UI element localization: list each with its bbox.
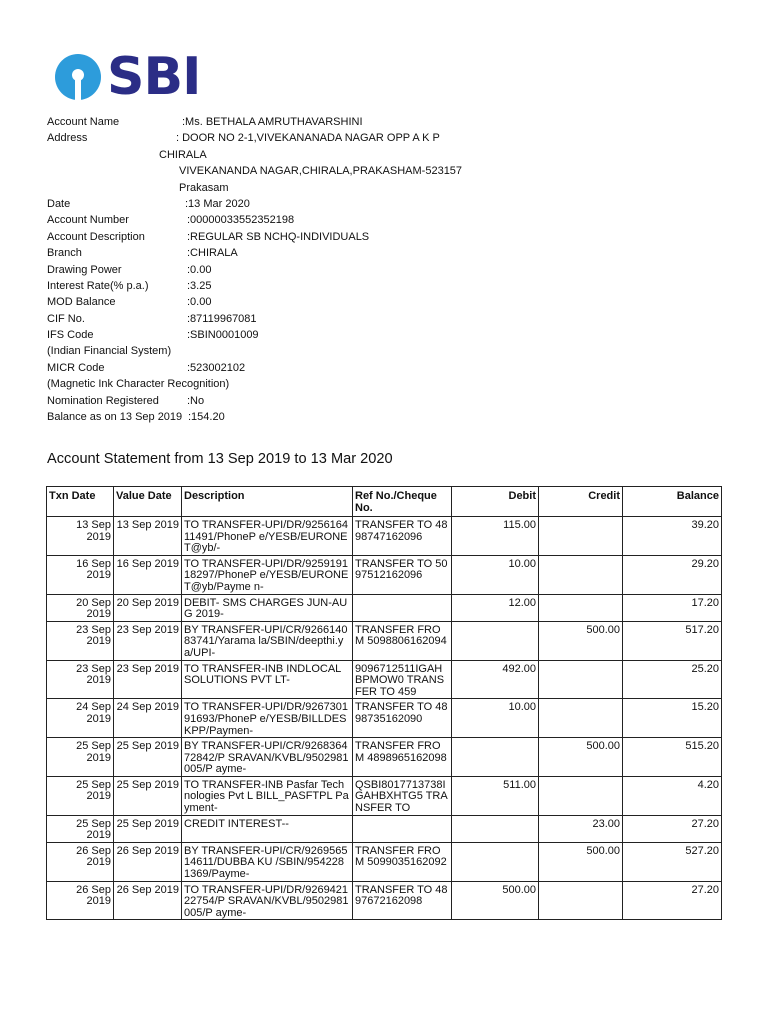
cell-ref-no <box>353 594 452 621</box>
cell-credit: 23.00 <box>539 815 623 842</box>
header-description: Description <box>182 487 353 517</box>
cell-txn-date: 26 Sep 2019 <box>47 881 114 920</box>
drawing-power-value: :0.00 <box>187 263 212 276</box>
mod-balance-label: MOD Balance <box>47 296 116 309</box>
account-description-label: Account Description <box>47 230 145 243</box>
cell-description: CREDIT INTEREST-- <box>182 815 353 842</box>
cif-label: CIF No. <box>47 312 85 325</box>
cell-credit <box>539 699 623 738</box>
interest-rate-value: :3.25 <box>187 279 212 292</box>
table-row <box>47 594 722 621</box>
cell-ref-no: TRANSFER TO 4898735162090 <box>353 699 452 738</box>
cell-credit <box>539 594 623 621</box>
table-body <box>47 517 722 920</box>
cell-balance: 17.20 <box>623 594 722 621</box>
cell-description: TO TRANSFER-UPI/DR/925919118297/PhoneP e/YESB/EURONET@yb/Payme n- <box>182 555 353 594</box>
account-description-value: :REGULAR SB NCHQ-INDIVIDUALS <box>187 230 370 243</box>
account-number-label: Account Number <box>47 214 129 227</box>
cell-ref-no: TRANSFER FROM 5098806162094 <box>353 621 452 660</box>
table-row <box>47 776 722 815</box>
cell-balance: 527.20 <box>623 842 722 881</box>
cell-ref-no: TRANSFER TO 5097512162096 <box>353 555 452 594</box>
ifs-note: (Indian Financial System) <box>47 345 172 358</box>
header-debit: Debit <box>452 487 539 517</box>
drawing-power-label: Drawing Power <box>47 263 122 276</box>
cell-ref-no: TRANSFER TO 4897672162098 <box>353 881 452 920</box>
cell-debit: 500.00 <box>452 881 539 920</box>
table-row <box>47 555 722 594</box>
cell-description: BY TRANSFER-UPI/CR/926836472842/P SRAVAN/KVBL/9502981005/P ayme- <box>182 738 353 777</box>
ifs-label: IFS Code <box>47 329 94 342</box>
cell-value-date: 25 Sep 2019 <box>114 738 182 777</box>
cell-value-date: 13 Sep 2019 <box>114 517 182 556</box>
cell-ref-no: TRANSFER TO 4898747162096 <box>353 517 452 556</box>
cell-balance: 25.20 <box>623 660 722 699</box>
cell-value-date: 20 Sep 2019 <box>114 594 182 621</box>
cell-ref-no: TRANSFER FROM 4898965162098 <box>353 738 452 777</box>
cell-balance: 27.20 <box>623 815 722 842</box>
branch-label: Branch <box>47 247 82 260</box>
cell-ref-no <box>353 815 452 842</box>
cell-debit <box>452 621 539 660</box>
cell-debit: 492.00 <box>452 660 539 699</box>
address-line1: : DOOR NO 2-1,VIVEKANANADA NAGAR OPP A K P <box>176 132 440 145</box>
date-value: :13 Mar 2020 <box>185 197 250 210</box>
cell-debit <box>452 842 539 881</box>
sbi-keyhole-logo-icon <box>53 52 103 102</box>
table-row <box>47 621 722 660</box>
header-ref-no: Ref No./Cheque No. <box>353 487 452 517</box>
table-row <box>47 660 722 699</box>
cell-balance: 29.20 <box>623 555 722 594</box>
cell-txn-date: 23 Sep 2019 <box>47 660 114 699</box>
cell-balance: 15.20 <box>623 699 722 738</box>
header-value-date: Value Date <box>114 487 182 517</box>
branch-value: :CHIRALA <box>187 247 238 260</box>
cell-credit <box>539 660 623 699</box>
cell-description: TO TRANSFER-UPI/DR/925616411491/PhoneP e/YESB/EURONET@yb/- <box>182 517 353 556</box>
interest-rate-label: Interest Rate(% p.a.) <box>47 279 149 292</box>
cell-debit: 10.00 <box>452 555 539 594</box>
cell-txn-date: 20 Sep 2019 <box>47 594 114 621</box>
cell-credit <box>539 776 623 815</box>
header-balance: Balance <box>623 487 722 517</box>
cell-ref-no: TRANSFER FROM 5099035162092 <box>353 842 452 881</box>
micr-value: :523002102 <box>187 361 246 374</box>
cell-value-date: 23 Sep 2019 <box>114 660 182 699</box>
cell-credit <box>539 517 623 556</box>
cell-debit: 511.00 <box>452 776 539 815</box>
cell-txn-date: 25 Sep 2019 <box>47 776 114 815</box>
cell-description: TO TRANSFER-INB INDLOCAL SOLUTIONS PVT LT- <box>182 660 353 699</box>
cell-credit: 500.00 <box>539 621 623 660</box>
cell-ref-no: QSBI8017713738I GAHBXHTG5 TRANSFER TO <box>353 776 452 815</box>
cell-txn-date: 24 Sep 2019 <box>47 699 114 738</box>
cell-value-date: 25 Sep 2019 <box>114 776 182 815</box>
cell-balance: 4.20 <box>623 776 722 815</box>
account-name-value: :Ms. BETHALA AMRUTHAVARSHINI <box>182 116 363 128</box>
account-number-value: :00000033552352198 <box>187 214 295 227</box>
cell-credit: 500.00 <box>539 842 623 881</box>
cell-debit: 115.00 <box>452 517 539 556</box>
cell-description: TO TRANSFER-INB Pasfar Technologies Pvt L BILL_PASFTPL Payment- <box>182 776 353 815</box>
table-row <box>47 699 722 738</box>
transactions-table <box>46 486 722 920</box>
cell-balance: 515.20 <box>623 738 722 777</box>
cif-value: :87119967081 <box>187 312 257 325</box>
header-txn-date: Txn Date <box>47 487 114 517</box>
cell-debit <box>452 738 539 777</box>
address-label: Address <box>47 132 88 145</box>
nomination-label: Nomination Registered <box>47 394 159 407</box>
cell-credit <box>539 881 623 920</box>
date-label: Date <box>47 197 71 210</box>
cell-txn-date: 25 Sep 2019 <box>47 815 114 842</box>
cell-balance: 39.20 <box>623 517 722 556</box>
nomination-value: :No <box>187 394 205 407</box>
table-row <box>47 881 722 920</box>
cell-credit: 500.00 <box>539 738 623 777</box>
table-row <box>47 517 722 556</box>
address-line2: CHIRALA <box>159 148 207 161</box>
cell-value-date: 26 Sep 2019 <box>114 842 182 881</box>
cell-txn-date: 25 Sep 2019 <box>47 738 114 777</box>
cell-value-date: 23 Sep 2019 <box>114 621 182 660</box>
header-credit: Credit <box>539 487 623 517</box>
cell-txn-date: 26 Sep 2019 <box>47 842 114 881</box>
cell-value-date: 24 Sep 2019 <box>114 699 182 738</box>
statement-title: Account Statement from 13 Sep 2019 to 13 Mar 2020 <box>47 451 393 467</box>
ifs-value: :SBIN0001009 <box>187 329 259 342</box>
micr-label: MICR Code <box>47 361 105 374</box>
cell-debit <box>452 815 539 842</box>
cell-description: BY TRANSFER-UPI/CR/926614083741/Yarama la/SBIN/deepthi.ya/UPI- <box>182 621 353 660</box>
table-row <box>47 815 722 842</box>
cell-balance: 517.20 <box>623 621 722 660</box>
cell-value-date: 26 Sep 2019 <box>114 881 182 920</box>
cell-credit <box>539 555 623 594</box>
cell-txn-date: 16 Sep 2019 <box>47 555 114 594</box>
table-header-row <box>47 487 722 517</box>
cell-txn-date: 23 Sep 2019 <box>47 621 114 660</box>
cell-description: TO TRANSFER-UPI/DR/926730191693/PhoneP e/YESB/BILLDESKPP/Paymen- <box>182 699 353 738</box>
table-row <box>47 738 722 777</box>
cell-balance: 27.20 <box>623 881 722 920</box>
address-line3: VIVEKANANDA NAGAR,CHIRALA,PRAKASHAM-523157 <box>179 165 463 178</box>
cell-description: TO TRANSFER-UPI/DR/926942122754/P SRAVAN/KVBL/9502981005/P ayme- <box>182 881 353 920</box>
cell-txn-date: 13 Sep 2019 <box>47 517 114 556</box>
address-line4: Prakasam <box>179 181 229 194</box>
table-row <box>47 842 722 881</box>
sbi-logo <box>53 47 201 107</box>
balance-label: Balance as on 13 Sep 2019 <box>47 411 183 424</box>
account-name-label: Account Name <box>47 116 120 128</box>
balance-value: :154.20 <box>188 411 225 424</box>
cell-debit: 10.00 <box>452 699 539 738</box>
cell-description: DEBIT- SMS CHARGES JUN-AUG 2019- <box>182 594 353 621</box>
cell-value-date: 16 Sep 2019 <box>114 555 182 594</box>
mod-balance-value: :0.00 <box>187 296 212 309</box>
cell-ref-no: 9096712511IGAH BPMOW0 TRANSFER TO 459 <box>353 660 452 699</box>
cell-value-date: 25 Sep 2019 <box>114 815 182 842</box>
micr-note: (Magnetic Ink Character Recognition) <box>47 378 230 391</box>
logo-text: SBI <box>107 47 201 107</box>
cell-debit: 12.00 <box>452 594 539 621</box>
cell-description: BY TRANSFER-UPI/CR/926956514611/DUBBA KU /SBIN/9542281369/Payme- <box>182 842 353 881</box>
